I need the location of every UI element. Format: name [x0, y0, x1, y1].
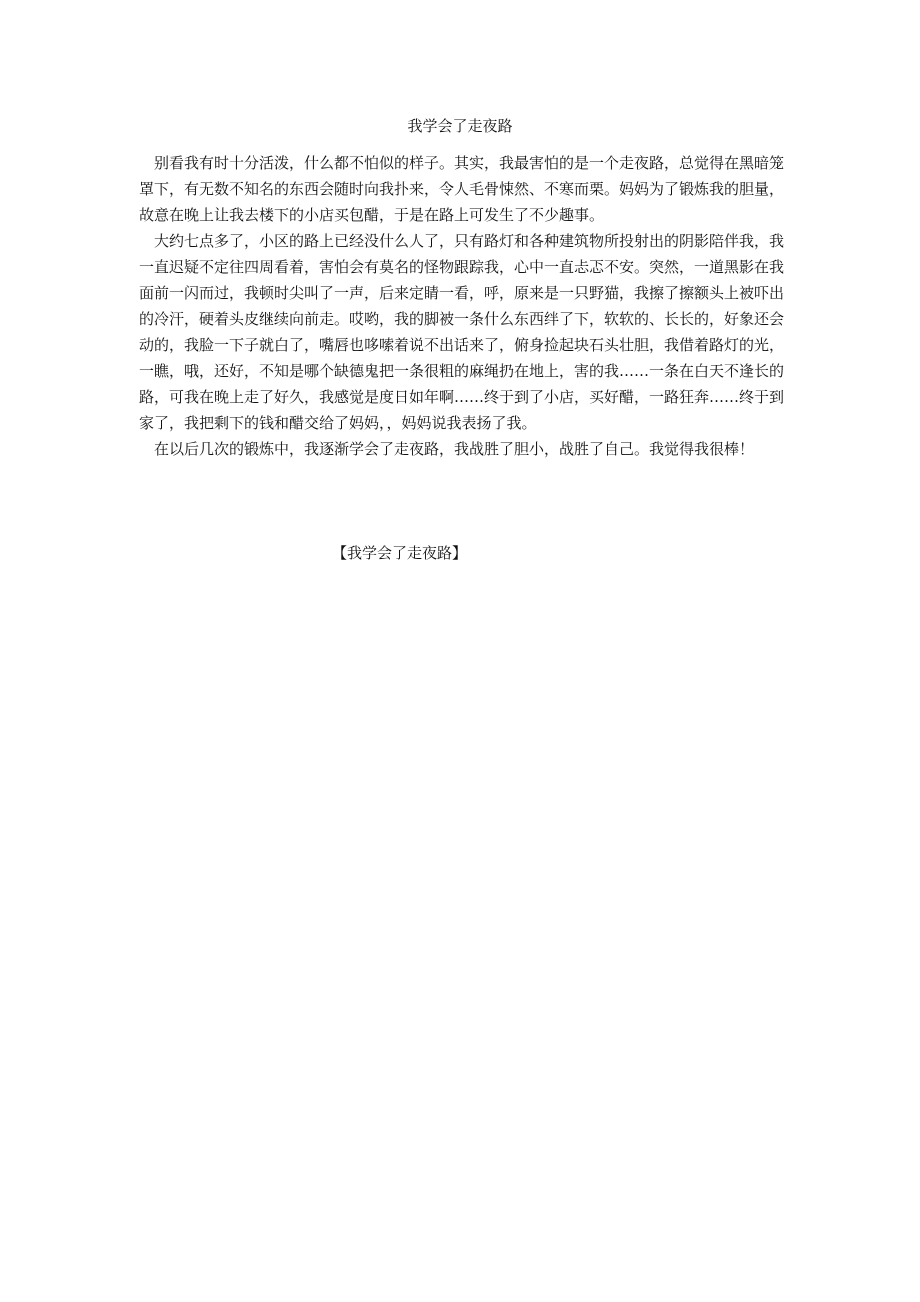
document-body	[139, 150, 784, 462]
paragraph-1: 别看我有时十分活泼，什么都不怕似的样子。其实，我最害怕的是一个走夜路，总觉得在黑暗笼罩下，有无数不知名的东西会随时向我扑来，令人毛骨悚然、不寒而栗。妈妈为了锻炼我的胆量，故意在晚上让我去楼下的小店买包醋，于是在路上可发生了不少趣事。	[139, 154, 785, 224]
paragraph-3: 在以后几次的锻炼中，我逐渐学会了走夜路，我战胜了胆小，战胜了自己。我觉得我很棒！	[154, 440, 755, 458]
footer-title: 【我学会了走夜路】	[332, 544, 468, 562]
document-title: 我学会了走夜路	[407, 117, 513, 135]
paragraph-2: 大约七点多了，小区的路上已经没什么人了，只有路灯和各种建筑物所投射出的阴影陪伴我，我一直迟疑不定往四周看着，害怕会有莫名的怪物跟踪我，心中一直忐忑不安。突然，一道黑影在我面前一闪而过，我顿时尖叫了一声，后来定睛一看，呼，原来是一只野猫，我擦了擦额头上被吓出的冷汗，硬着头皮继续向前走。哎哟，我的脚被一条什么东西绊了下，软软的、长长的，好象还会动的，我脸一下子就白了，嘴唇也哆嗦着说不出话来了，俯身捡起块石头壮胆，我借着路灯的光，一瞧，哦，还好，不知是哪个缺德鬼把一条很粗的麻绳扔在地上，害的我……一条在白天不逢长的路，可我在晚上走了好久，我感觉是度日如年啊……终于到了小店，买好醋，一路狂奔……终于到家了，我把剩下的钱和醋交给了妈妈，，妈妈说我表扬了我。	[139, 232, 785, 432]
